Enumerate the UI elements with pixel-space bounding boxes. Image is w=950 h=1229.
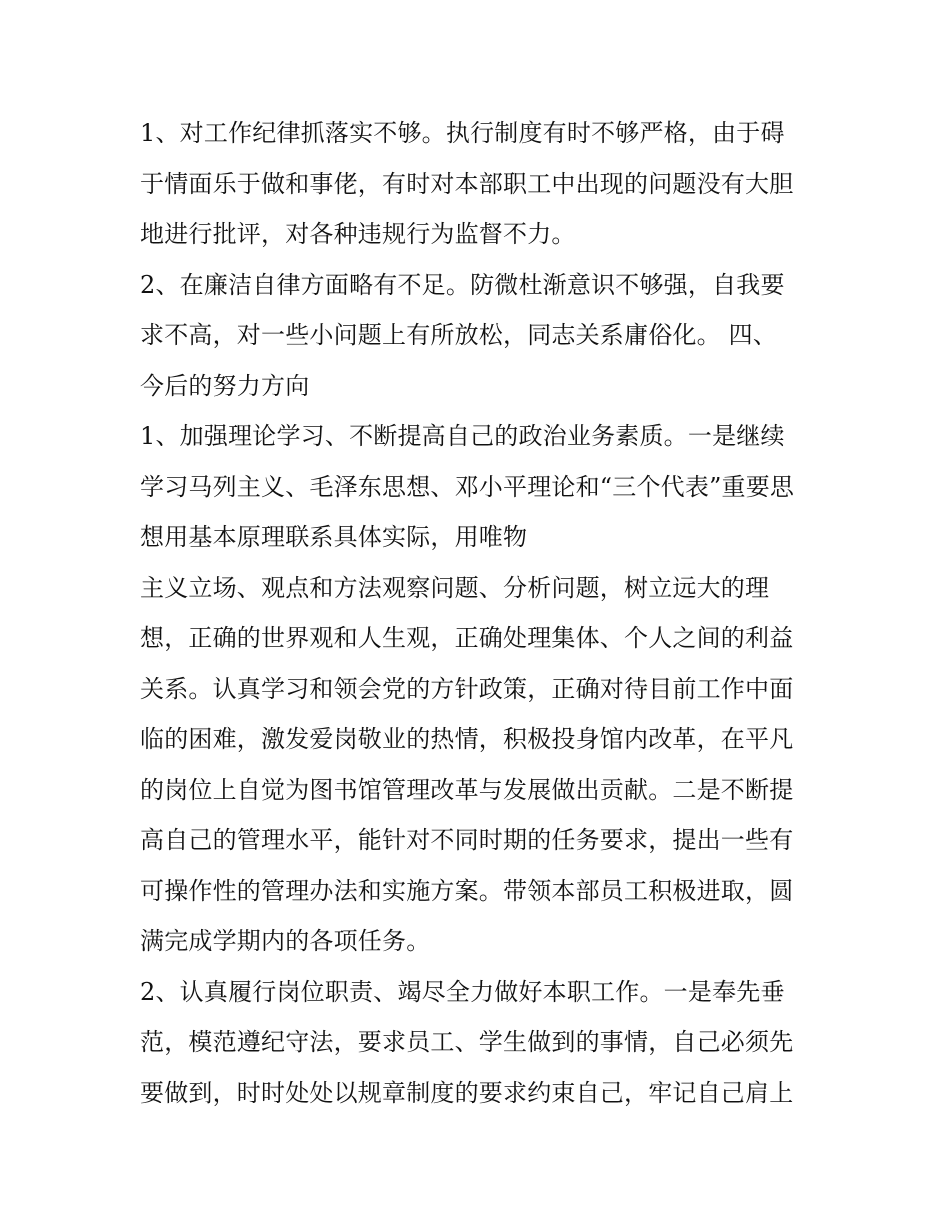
text-line: 的岗位上自觉为图书馆管理改革与发展做出贡献。二是不断提 xyxy=(140,775,794,804)
text-line: 范，模范遵纪守法，要求员工、学生做到的事情，自己必须先 xyxy=(140,1028,794,1056)
text-line: 满完成学期内的各项任务。 xyxy=(140,927,431,955)
text-line: 今后的努力方向 xyxy=(140,371,310,400)
text-line: 1、加强理论学习、不断提高自己的政治业务素质。一是继续 xyxy=(140,422,785,450)
text-line: 可操作性的管理办法和实施方案。带领本部员工积极进取，圆 xyxy=(140,876,794,905)
text-line: 想用基本原理联系具体实际，用唯物 xyxy=(140,523,528,551)
text-line: 2、在廉洁自律方面略有不足。防微杜渐意识不够强，自我要 xyxy=(140,270,785,299)
document-body-text xyxy=(140,108,830,1118)
text-line: 1、对工作纪律抓落实不够。执行制度有时不够严格，由于碍 xyxy=(140,119,785,147)
text-line: 学习马列主义、毛泽东思想、邓小平理论和“三个代表”重要思 xyxy=(140,472,795,501)
text-line: 求不高，对一些小问题上有所放松，同志关系庸俗化。 四、 xyxy=(140,321,778,349)
text-line: 高自己的管理水平，能针对不同时期的任务要求，提出一些有 xyxy=(140,826,794,854)
text-line: 2、认真履行岗位职责、竭尽全力做好本职工作。一是奉先垂 xyxy=(140,977,785,1006)
text-line: 想，正确的世界观和人生观，正确处理集体、个人之间的利益 xyxy=(140,624,794,652)
text-line: 要做到，时时处处以规章制度的要求约束自己，牢记自己肩上 xyxy=(140,1078,794,1107)
text-line: 临的困难，激发爱岗敬业的热情，积极投身馆内改革，在平凡 xyxy=(140,725,794,753)
text-line: 主义立场、观点和方法观察问题、分析问题，树立远大的理 xyxy=(140,573,770,602)
text-line: 关系。认真学习和领会党的方针政策，正确对待目前工作中面 xyxy=(140,674,794,703)
text-line: 于情面乐于做和事佬，有时对本部职工中出现的问题没有大胆 xyxy=(140,169,794,198)
text-line: 地进行批评，对各种违规行为监督不力。 xyxy=(140,220,576,248)
